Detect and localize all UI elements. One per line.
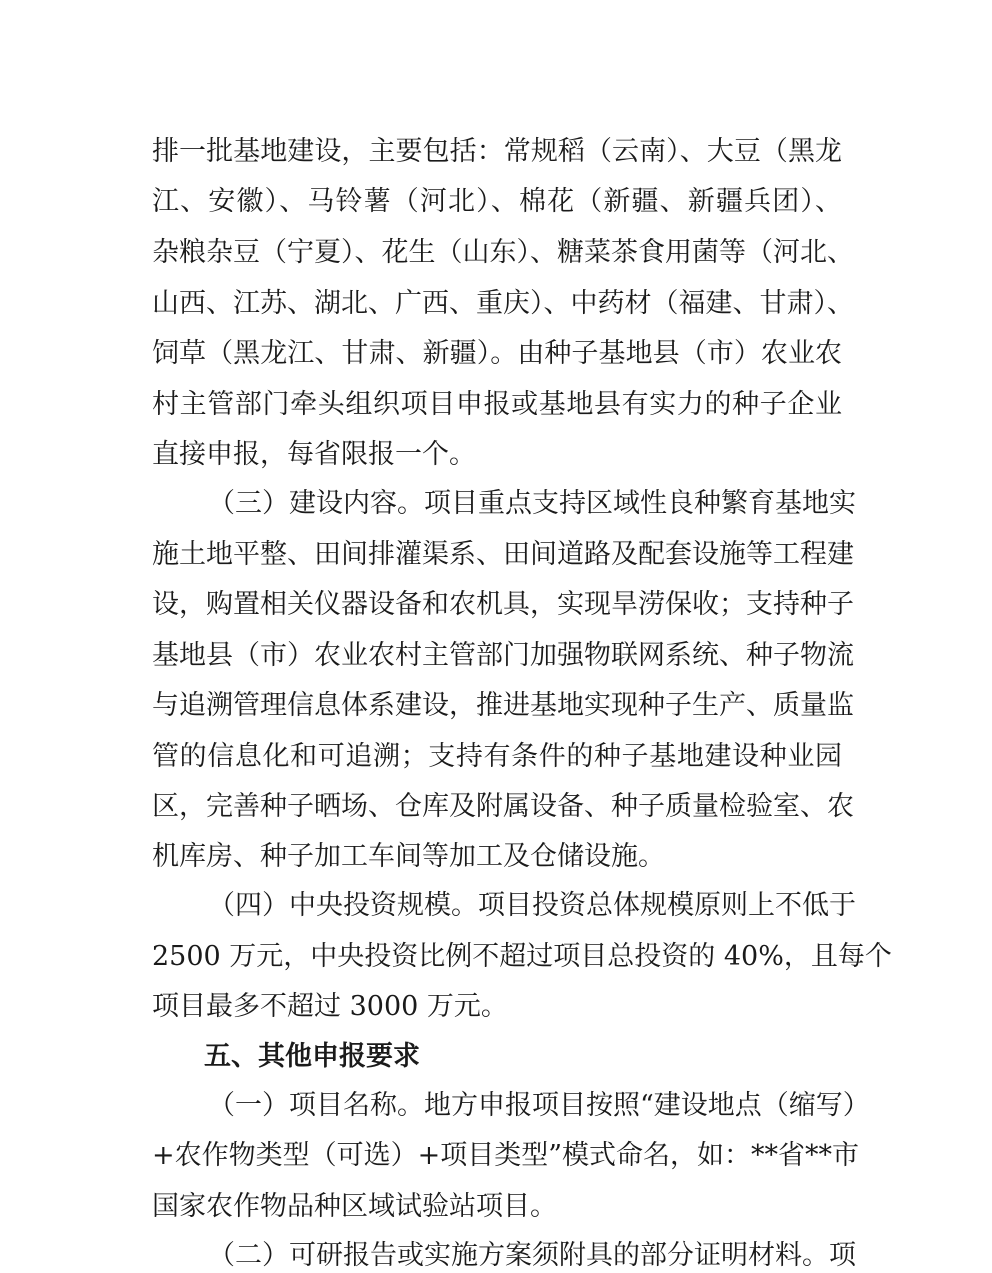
section-heading: 五、其他申报要求 (204, 1041, 420, 1072)
text-line: 村主管部门牵头组织项目申报或基地县有实力的种子企业 (152, 389, 842, 420)
text-line: 项目最多不超过 3000 万元。 (152, 991, 508, 1022)
text-line: 排一批基地建设，主要包括：常规稻（云南）、大豆（黑龙 (152, 136, 842, 167)
text-line: 2500 万元，中央投资比例不超过项目总投资的 40%，且每个 (152, 941, 892, 972)
text-line: 饲草（黑龙江、甘肃、新疆）。由种子基地县（市）农业农 (152, 338, 842, 369)
text-line: 杂粮杂豆（宁夏）、花生（山东）、糖菜茶食用菌等（河北、 (152, 237, 854, 268)
paragraph-start-line: （一）项目名称。地方申报项目按照“建设地点（缩写） (208, 1090, 870, 1121)
paragraph-start-line: （四）中央投资规模。项目投资总体规模原则上不低于 (208, 890, 856, 921)
text-line: 与追溯管理信息体系建设，推进基地实现种子生产、质量监 (152, 690, 854, 721)
text-line: 区，完善种子晒场、仓库及附属设备、种子质量检验室、农 (152, 791, 854, 822)
text-line: +农作物类型（可选）+项目类型”模式命名，如：**省**市 (152, 1140, 860, 1171)
text-line: 机库房、种子加工车间等加工及仓储设施。 (152, 841, 665, 872)
text-line: 直接申报，每省限报一个。 (152, 439, 476, 470)
text-line: 山西、江苏、湖北、广西、重庆）、中药材（福建、甘肃）、 (152, 288, 854, 319)
text-line: 江、安徽）、马铃薯（河北）、棉花（新疆、新疆兵团）、 (152, 186, 842, 217)
paragraph-start-line: （二）可研报告或实施方案须附具的部分证明材料。项 (208, 1240, 856, 1271)
text-line: 管的信息化和可追溯；支持有条件的种子基地建设种业园 (152, 741, 842, 772)
paragraph-start-line: （三）建设内容。项目重点支持区域性良种繁育基地实 (208, 488, 856, 519)
text-line: 施土地平整、田间排灌渠系、田间道路及配套设施等工程建 (152, 539, 854, 570)
text-line: 设，购置相关仪器设备和农机具，实现旱涝保收；支持种子 (152, 589, 854, 620)
text-line: 基地县（市）农业农村主管部门加强物联网系统、种子物流 (152, 640, 854, 671)
text-line: 国家农作物品种区域试验站项目。 (152, 1191, 557, 1222)
